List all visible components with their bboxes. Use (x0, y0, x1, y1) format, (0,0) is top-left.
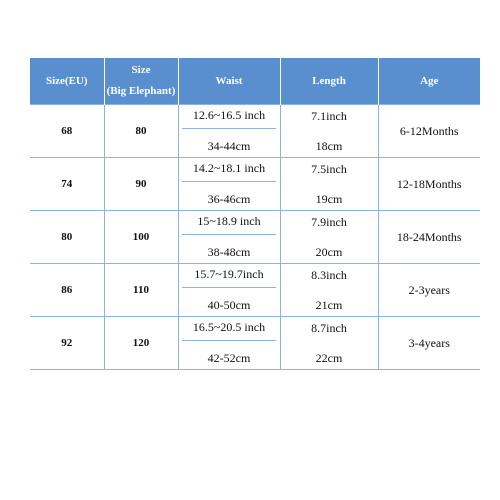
cell-size-eu: 80 (30, 211, 104, 264)
cell-age: 3-4years (378, 317, 480, 370)
header-size-line1: Size (131, 64, 151, 76)
length-inch: 7.1inch (311, 108, 347, 123)
cell-age: 12-18Months (378, 158, 480, 211)
waist-inch: 16.5~20.5 inch (192, 320, 266, 334)
cell-size-big-elephant: 80 (104, 105, 178, 158)
cell-size-eu: 92 (30, 317, 104, 370)
cell-length (280, 264, 378, 317)
header-length: Length (280, 58, 378, 105)
table-row (30, 211, 480, 264)
header-row (30, 58, 480, 105)
header-size-line2: (Big Elephant) (106, 85, 176, 97)
length-inch: 8.3inch (311, 267, 347, 282)
waist-inch: 15.7~19.7inch (194, 267, 264, 281)
cell-size-eu: 68 (30, 105, 104, 158)
length-inch: 7.5inch (311, 161, 347, 176)
header-size-eu: Size(EU) (30, 58, 104, 105)
table-row (30, 317, 480, 370)
cell-length (280, 211, 378, 264)
waist-cm: 40-50cm (207, 298, 251, 312)
cell-waist (178, 317, 280, 370)
cell-size-big-elephant: 120 (104, 317, 178, 370)
length-cm: 21cm (315, 297, 343, 312)
cell-age: 18-24Months (378, 211, 480, 264)
waist-cm: 42-52cm (207, 351, 251, 365)
cell-waist (178, 264, 280, 317)
cell-size-eu: 86 (30, 264, 104, 317)
length-inch: 7.9inch (311, 214, 347, 229)
header-size-big-elephant (104, 58, 178, 105)
table-row (30, 158, 480, 211)
waist-cm: 34-44cm (207, 139, 251, 153)
cell-waist (178, 211, 280, 264)
length-cm: 18cm (315, 138, 343, 153)
length-cm: 19cm (315, 191, 343, 206)
table-row (30, 105, 480, 158)
length-inch: 8.7inch (311, 320, 347, 335)
waist-inch: 12.6~16.5 inch (192, 108, 266, 122)
cell-size-big-elephant: 100 (104, 211, 178, 264)
length-cm: 20cm (315, 244, 343, 259)
waist-cm: 36-46cm (207, 192, 251, 206)
cell-waist (178, 158, 280, 211)
table-row (30, 264, 480, 317)
waist-cm: 38-48cm (207, 245, 251, 259)
header-age: Age (378, 58, 480, 105)
cell-length (280, 105, 378, 158)
cell-waist (178, 105, 280, 158)
cell-length (280, 317, 378, 370)
cell-age: 2-3years (378, 264, 480, 317)
cell-length (280, 158, 378, 211)
waist-inch: 14.2~18.1 inch (192, 161, 266, 175)
size-chart-table (30, 58, 480, 370)
waist-inch: 15~18.9 inch (197, 214, 261, 228)
cell-age: 6-12Months (378, 105, 480, 158)
cell-size-eu: 74 (30, 158, 104, 211)
cell-size-big-elephant: 110 (104, 264, 178, 317)
length-cm: 22cm (315, 350, 343, 365)
cell-size-big-elephant: 90 (104, 158, 178, 211)
header-waist: Waist (178, 58, 280, 105)
